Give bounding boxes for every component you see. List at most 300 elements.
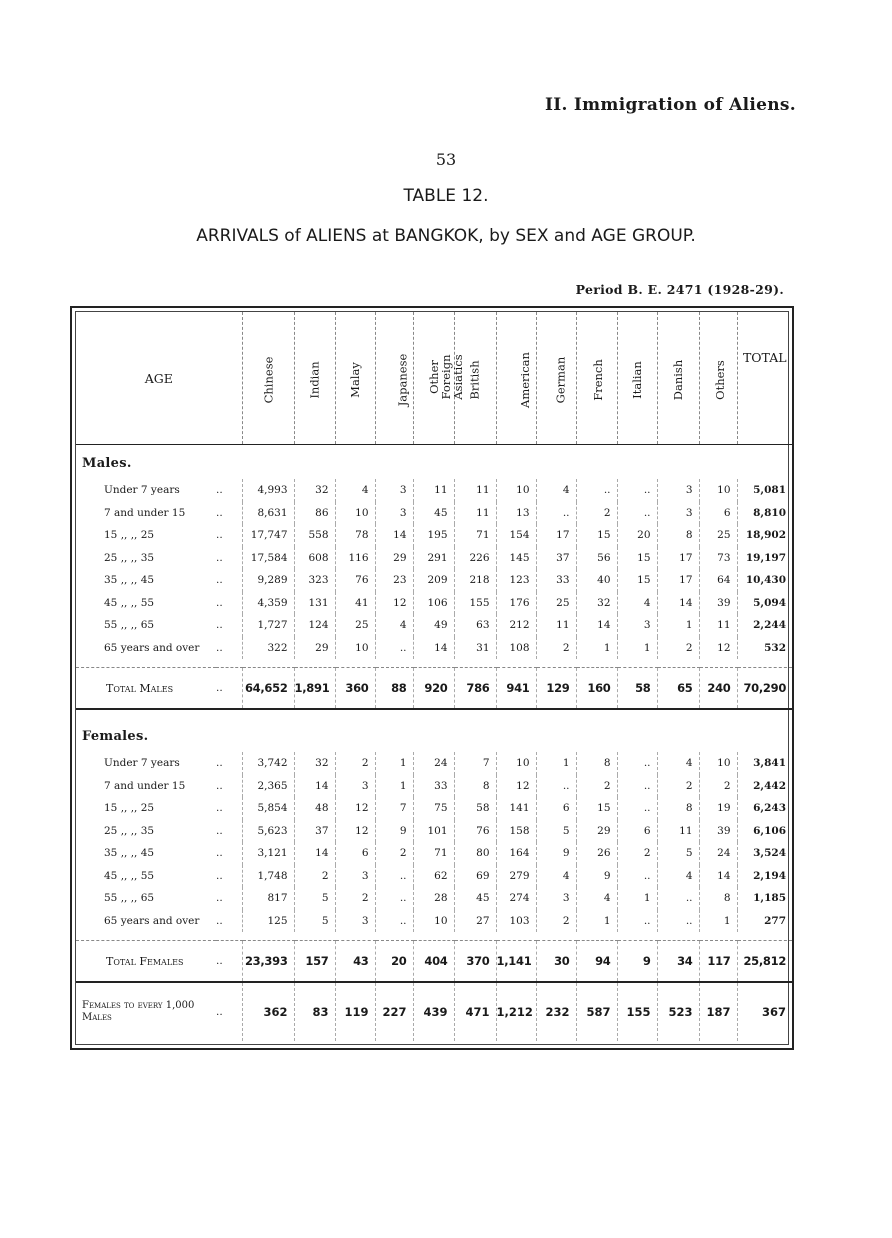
table-cell: 4 <box>657 865 699 888</box>
total-cell: 941 <box>496 668 536 710</box>
col-header: Indian <box>294 312 335 445</box>
table-cell: 10 <box>496 752 536 775</box>
total-cell: 20 <box>375 941 413 983</box>
table-cell: 9 <box>536 842 576 865</box>
table-cell: 4 <box>617 592 657 615</box>
leader-dots: .. <box>216 551 223 564</box>
leader-dots: .. <box>216 641 223 654</box>
table-cell: 8 <box>699 887 737 910</box>
age-group-label: 65 years and over <box>104 641 200 654</box>
table-cell: 226 <box>454 547 496 570</box>
table-cell: 4,993 <box>242 479 294 502</box>
table-cell: 39 <box>699 592 737 615</box>
table-cell: 2 <box>335 887 375 910</box>
ratio-cell: 523 <box>657 982 699 1041</box>
table-cell: 9 <box>375 820 413 843</box>
table-cell: 80 <box>454 842 496 865</box>
table-body <box>76 445 792 1042</box>
grand-total: 25,812 <box>737 941 792 983</box>
table-row <box>76 614 792 637</box>
table-cell: 17,747 <box>242 524 294 547</box>
table-cell: 2 <box>576 775 617 798</box>
spacer <box>76 932 792 941</box>
leader-dots: .. <box>216 757 223 770</box>
col-header: French <box>576 312 617 445</box>
age-header: AGE <box>76 312 242 445</box>
ratio-cell: 119 <box>335 982 375 1041</box>
leader-dots: .. <box>216 529 223 542</box>
table-cell: 1,727 <box>242 614 294 637</box>
table-cell: 11 <box>657 820 699 843</box>
total-cell: 117 <box>699 941 737 983</box>
table-number: TABLE 12. <box>403 186 489 206</box>
table-cell: 86 <box>294 502 335 525</box>
table-cell: 209 <box>413 569 454 592</box>
table-cell: 817 <box>242 887 294 910</box>
spacer-row <box>76 744 792 752</box>
leader-dots: .. <box>216 847 223 860</box>
table-cell: 291 <box>413 547 454 570</box>
age-group-label: 45 ,, ,, 55 <box>104 869 155 882</box>
table-cell: 32 <box>294 752 335 775</box>
table-cell: 29 <box>375 547 413 570</box>
table-cell: 5 <box>657 842 699 865</box>
table-cell: 3,121 <box>242 842 294 865</box>
col-header: British <box>454 312 496 445</box>
leader-dots: .. <box>216 574 223 587</box>
section-heading-row <box>76 718 792 744</box>
table-cell: 3 <box>335 910 375 933</box>
table-cell: .. <box>617 865 657 888</box>
table-cell: .. <box>617 910 657 933</box>
spacer <box>76 471 792 479</box>
leader-dots: .. <box>216 824 223 837</box>
table-cell: 125 <box>242 910 294 933</box>
table-cell: 12 <box>496 775 536 798</box>
row-total: 3,841 <box>737 752 792 775</box>
table-cell: .. <box>576 479 617 502</box>
leader-dots: .. <box>216 802 223 815</box>
total-header: TOTAL <box>737 312 792 445</box>
table-cell: 12 <box>335 797 375 820</box>
row-total: 2,244 <box>737 614 792 637</box>
table-row <box>76 502 792 525</box>
table-cell: 4,359 <box>242 592 294 615</box>
total-cell: 34 <box>657 941 699 983</box>
table-cell: 11 <box>699 614 737 637</box>
row-total: 3,524 <box>737 842 792 865</box>
table-cell: 24 <box>699 842 737 865</box>
col-header: German <box>536 312 576 445</box>
table-cell: 41 <box>335 592 375 615</box>
total-cell: 9 <box>617 941 657 983</box>
table-row <box>76 479 792 502</box>
spacer <box>76 659 792 668</box>
total-cell: 30 <box>536 941 576 983</box>
table-cell: 5,854 <box>242 797 294 820</box>
table-cell: 7 <box>375 797 413 820</box>
table-cell: 124 <box>294 614 335 637</box>
ratio-total: 367 <box>737 982 792 1041</box>
ratio-cell: 187 <box>699 982 737 1041</box>
age-group-label: 15 ,, ,, 25 <box>104 529 155 542</box>
table-cell: 14 <box>413 637 454 660</box>
table-cell: 106 <box>413 592 454 615</box>
table-cell: 11 <box>536 614 576 637</box>
table-cell: 64 <box>699 569 737 592</box>
table-cell: 15 <box>576 797 617 820</box>
row-total: 18,902 <box>737 524 792 547</box>
table-cell: 323 <box>294 569 335 592</box>
table-cell: 45 <box>454 887 496 910</box>
table-cell: 1 <box>375 775 413 798</box>
age-group-label: 25 ,, ,, 35 <box>104 551 155 564</box>
age-group-label: 15 ,, ,, 25 <box>104 802 155 815</box>
ratio-row <box>76 982 792 1041</box>
table-frame <box>70 306 794 1050</box>
table-cell: .. <box>375 910 413 933</box>
table-cell: 8 <box>657 797 699 820</box>
total-cell: 920 <box>413 668 454 710</box>
table-cell: 4 <box>335 479 375 502</box>
table-cell: 28 <box>413 887 454 910</box>
spacer-row <box>76 709 792 718</box>
table-cell: 1,748 <box>242 865 294 888</box>
spacer-row <box>76 932 792 941</box>
table-row <box>76 752 792 775</box>
table-row <box>76 524 792 547</box>
table-cell: 10 <box>699 752 737 775</box>
table-cell: 8 <box>576 752 617 775</box>
table-cell: 39 <box>699 820 737 843</box>
arrivals-table <box>76 312 792 1041</box>
table-cell: 13 <box>496 502 536 525</box>
section-heading: Females. <box>82 729 149 744</box>
table-cell: 4 <box>536 479 576 502</box>
table-cell: 103 <box>496 910 536 933</box>
table-cell: 40 <box>576 569 617 592</box>
table-cell: 1 <box>536 752 576 775</box>
table-cell: 3 <box>375 479 413 502</box>
age-group-label: 55 ,, ,, 65 <box>104 619 155 632</box>
period-label: Period B. E. 2471 (1928-29). <box>575 282 784 297</box>
age-group-label: 35 ,, ,, 45 <box>104 847 155 860</box>
table-cell: 3 <box>536 887 576 910</box>
table-row <box>76 887 792 910</box>
table-cell: .. <box>617 502 657 525</box>
ratio-label: Females to every 1,000 Males <box>82 1000 195 1023</box>
table-cell: 9,289 <box>242 569 294 592</box>
leader-dots: .. <box>216 869 223 882</box>
table-cell: 2 <box>335 752 375 775</box>
table-cell: 14 <box>294 775 335 798</box>
table-cell: 76 <box>335 569 375 592</box>
table-cell: 3 <box>657 479 699 502</box>
table-row <box>76 775 792 798</box>
leader-dots: .. <box>216 668 242 710</box>
leader-dots: .. <box>216 914 223 927</box>
table-cell: 14 <box>576 614 617 637</box>
leader-dots: .. <box>216 779 223 792</box>
table-cell: 14 <box>657 592 699 615</box>
total-cell: 786 <box>454 668 496 710</box>
table-row <box>76 842 792 865</box>
table-cell: 27 <box>454 910 496 933</box>
table-cell: 1 <box>699 910 737 933</box>
table-row <box>76 569 792 592</box>
table-cell: 2 <box>657 637 699 660</box>
table-cell: 1 <box>657 614 699 637</box>
row-total: 6,106 <box>737 820 792 843</box>
table-cell: 10 <box>699 479 737 502</box>
row-total: 2,442 <box>737 775 792 798</box>
table-cell: 3 <box>657 502 699 525</box>
table-cell: 131 <box>294 592 335 615</box>
table-cell: 9 <box>576 865 617 888</box>
total-row <box>76 668 792 710</box>
total-cell: 160 <box>576 668 617 710</box>
table-cell: 155 <box>454 592 496 615</box>
table-row <box>76 865 792 888</box>
table-cell: 62 <box>413 865 454 888</box>
table-cell: .. <box>617 797 657 820</box>
table-cell: 76 <box>454 820 496 843</box>
table-cell: 26 <box>576 842 617 865</box>
ratio-cell: 439 <box>413 982 454 1041</box>
table-cell: 25 <box>699 524 737 547</box>
table-cell: 1 <box>576 637 617 660</box>
table-cell: 274 <box>496 887 536 910</box>
table-cell: 154 <box>496 524 536 547</box>
table-cell: 33 <box>536 569 576 592</box>
table-cell: 12 <box>375 592 413 615</box>
grand-total: 70,290 <box>737 668 792 710</box>
table-cell: 4 <box>536 865 576 888</box>
table-cell: 56 <box>576 547 617 570</box>
table-cell: 14 <box>699 865 737 888</box>
table-cell: 15 <box>617 547 657 570</box>
row-total: 2,194 <box>737 865 792 888</box>
table-cell: .. <box>375 865 413 888</box>
table-row <box>76 547 792 570</box>
row-total: 19,197 <box>737 547 792 570</box>
table-cell: 608 <box>294 547 335 570</box>
age-group-label: 65 years and over <box>104 914 200 927</box>
row-total: 5,081 <box>737 479 792 502</box>
table-row <box>76 637 792 660</box>
table-cell: 8 <box>657 524 699 547</box>
col-header: Other Foreign Asiatics <box>413 312 454 445</box>
ratio-cell: 471 <box>454 982 496 1041</box>
table-cell: 71 <box>413 842 454 865</box>
table-cell: 145 <box>496 547 536 570</box>
age-group-label: Under 7 years <box>104 757 180 770</box>
spacer <box>76 744 792 752</box>
table-cell: 24 <box>413 752 454 775</box>
table-cell: 17 <box>536 524 576 547</box>
table-cell: 195 <box>413 524 454 547</box>
table-cell: 63 <box>454 614 496 637</box>
table-cell: 279 <box>496 865 536 888</box>
table-cell: 7 <box>454 752 496 775</box>
total-cell: 240 <box>699 668 737 710</box>
table-cell: 14 <box>375 524 413 547</box>
ratio-cell: 587 <box>576 982 617 1041</box>
table-cell: 4 <box>576 887 617 910</box>
table-cell: 4 <box>375 614 413 637</box>
leader-dots: .. <box>216 619 223 632</box>
table-cell: 75 <box>413 797 454 820</box>
leader-dots: .. <box>216 506 223 519</box>
table-cell: 218 <box>454 569 496 592</box>
table-cell: 71 <box>454 524 496 547</box>
ratio-cell: 227 <box>375 982 413 1041</box>
leader-dots: .. <box>216 596 223 609</box>
age-group-label: 55 ,, ,, 65 <box>104 892 155 905</box>
table-cell: 10 <box>496 479 536 502</box>
table-cell: 2 <box>576 502 617 525</box>
total-cell: 1,141 <box>496 941 536 983</box>
table-cell: 11 <box>413 479 454 502</box>
table-cell: 23 <box>375 569 413 592</box>
table-cell: .. <box>617 775 657 798</box>
section-heading-row <box>76 445 792 472</box>
table-cell: 20 <box>617 524 657 547</box>
row-total: 532 <box>737 637 792 660</box>
table-cell: 1 <box>576 910 617 933</box>
age-group-label: 7 and under 15 <box>104 779 186 792</box>
table-cell: 29 <box>294 637 335 660</box>
total-cell: 360 <box>335 668 375 710</box>
total-cell: 65 <box>657 668 699 710</box>
ratio-cell: 232 <box>536 982 576 1041</box>
table-cell: 49 <box>413 614 454 637</box>
table-cell: 3,742 <box>242 752 294 775</box>
table-cell: 15 <box>617 569 657 592</box>
table-cell: 25 <box>536 592 576 615</box>
table-cell: 19 <box>699 797 737 820</box>
spacer-row <box>76 471 792 479</box>
table-cell: 141 <box>496 797 536 820</box>
table-cell: 17 <box>657 569 699 592</box>
table-cell: 212 <box>496 614 536 637</box>
table-cell: 78 <box>335 524 375 547</box>
leader-dots: .. <box>216 892 223 905</box>
table-cell: 32 <box>294 479 335 502</box>
table-cell: 2 <box>699 775 737 798</box>
table-cell: 31 <box>454 637 496 660</box>
table-cell: 1 <box>375 752 413 775</box>
total-row <box>76 941 792 983</box>
table-cell: 3 <box>335 775 375 798</box>
total-cell: 43 <box>335 941 375 983</box>
table-cell: 3 <box>335 865 375 888</box>
spacer-row <box>76 659 792 668</box>
table-cell: 2 <box>375 842 413 865</box>
leader-dots: .. <box>216 941 242 983</box>
header-row <box>76 312 792 445</box>
row-total: 277 <box>737 910 792 933</box>
age-group-label: 7 and under 15 <box>104 506 186 519</box>
table-cell: 10 <box>335 637 375 660</box>
table-cell: 6 <box>617 820 657 843</box>
col-header: Japanese <box>375 312 413 445</box>
row-total: 1,185 <box>737 887 792 910</box>
table-cell: 11 <box>454 502 496 525</box>
table-cell: 2 <box>536 637 576 660</box>
total-cell: 58 <box>617 668 657 710</box>
table-cell: 6 <box>699 502 737 525</box>
table-cell: 2 <box>657 775 699 798</box>
total-cell: 157 <box>294 941 335 983</box>
leader-dots: .. <box>216 484 223 497</box>
table-cell: 116 <box>335 547 375 570</box>
table-cell: 32 <box>576 592 617 615</box>
table-cell: 48 <box>294 797 335 820</box>
ratio-cell: 83 <box>294 982 335 1041</box>
table-cell: .. <box>536 775 576 798</box>
table-cell: 8 <box>454 775 496 798</box>
table-cell: 17,584 <box>242 547 294 570</box>
table-cell: 10 <box>413 910 454 933</box>
age-group-label: Under 7 years <box>104 484 180 497</box>
table-cell: 2 <box>294 865 335 888</box>
col-header: Chinese <box>242 312 294 445</box>
table-cell: 5,623 <box>242 820 294 843</box>
table-cell: 37 <box>536 547 576 570</box>
col-header: Italian <box>617 312 657 445</box>
leader-dots: .. <box>216 1006 223 1018</box>
total-cell: 94 <box>576 941 617 983</box>
ratio-cell: 1,212 <box>496 982 536 1041</box>
page-number: 53 <box>435 150 457 169</box>
total-cell: 370 <box>454 941 496 983</box>
col-header: Others <box>699 312 737 445</box>
table-cell: 15 <box>576 524 617 547</box>
table-cell: 558 <box>294 524 335 547</box>
table-row <box>76 820 792 843</box>
total-label: Total Females <box>76 941 216 983</box>
col-header: American <box>496 312 536 445</box>
table-cell: 37 <box>294 820 335 843</box>
total-cell: 88 <box>375 668 413 710</box>
table-title: ARRIVALS of ALIENS at BANGKOK, by SEX and AGE GROUP. <box>196 226 696 246</box>
table-cell: 4 <box>657 752 699 775</box>
table-cell: 45 <box>413 502 454 525</box>
table-cell: 3 <box>617 614 657 637</box>
age-group-label: 25 ,, ,, 35 <box>104 824 155 837</box>
table-cell: 2,365 <box>242 775 294 798</box>
table-cell: 25 <box>335 614 375 637</box>
total-cell: 23,393 <box>242 941 294 983</box>
table-cell: 176 <box>496 592 536 615</box>
table-cell: 6 <box>536 797 576 820</box>
total-cell: 1,891 <box>294 668 335 710</box>
table-cell: 73 <box>699 547 737 570</box>
table-cell: 11 <box>454 479 496 502</box>
row-total: 8,810 <box>737 502 792 525</box>
running-head: II. Immigration of Aliens. <box>544 95 796 115</box>
table-cell: 322 <box>242 637 294 660</box>
row-total: 5,094 <box>737 592 792 615</box>
total-cell: 129 <box>536 668 576 710</box>
table-cell: 12 <box>335 820 375 843</box>
ratio-cell: 155 <box>617 982 657 1041</box>
row-total: 10,430 <box>737 569 792 592</box>
table-cell: 29 <box>576 820 617 843</box>
table-cell: 1 <box>617 887 657 910</box>
table-cell: 69 <box>454 865 496 888</box>
